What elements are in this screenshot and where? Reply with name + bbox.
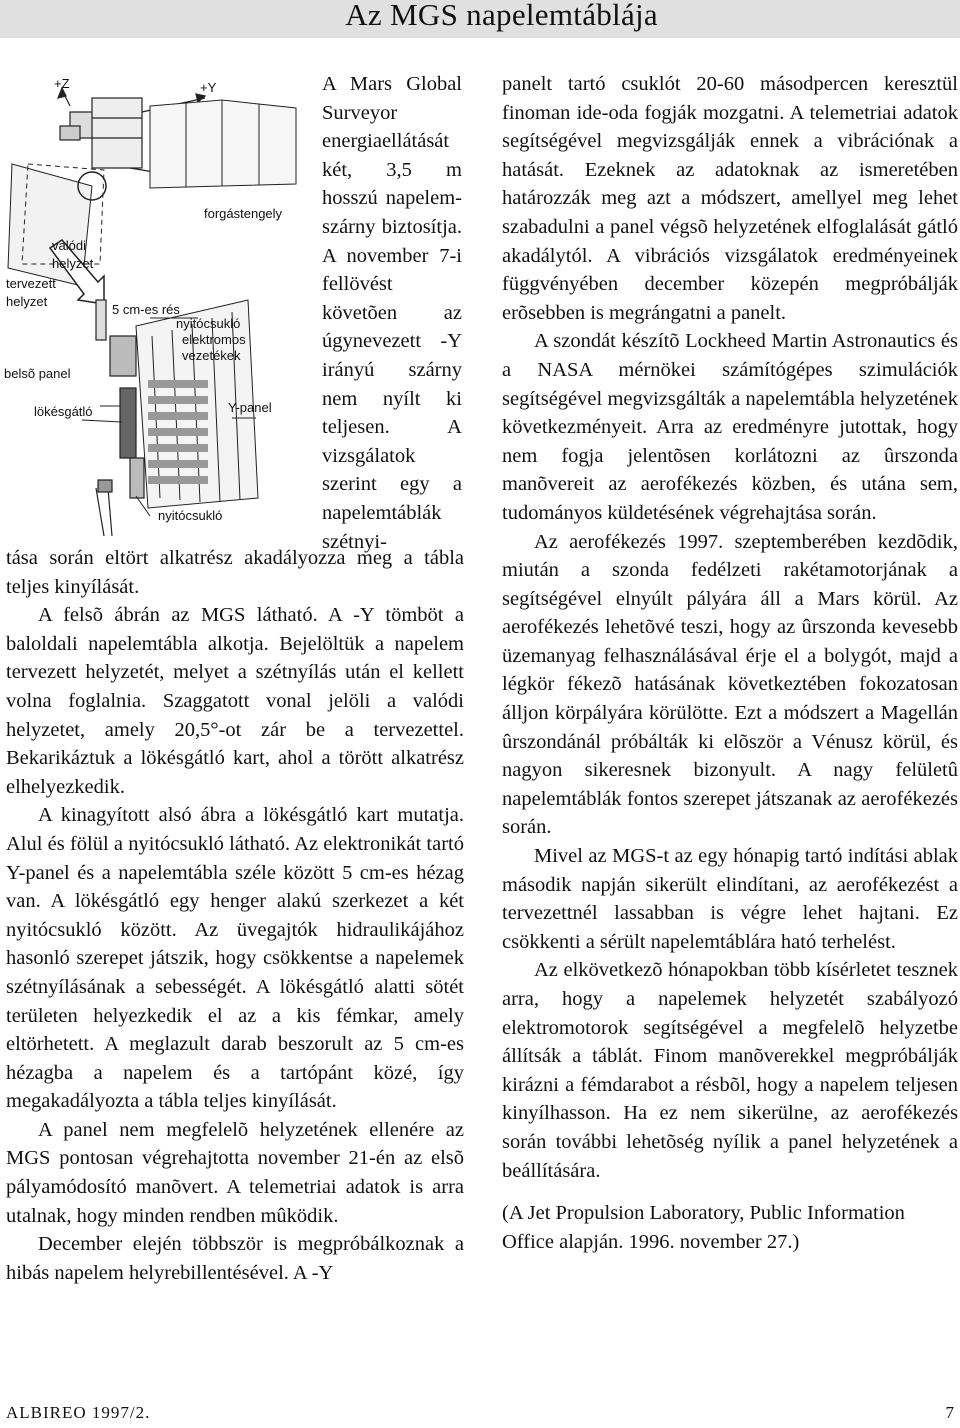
left-paragraph-1: tása során eltört alkatrész akadályozza meg a tábla teljes kinyílását. [6, 547, 464, 598]
page-number: 7 [945, 1403, 954, 1422]
right-paragraph-2: A szondát készítõ Lockheed Martin Astronautics és a NASA mérnökei számítógépes szimulációk segítségével megvizsgálták a napelemtábla helyzetének következményeit. Arra az eredményre jutottak, hogy nem fogja jelentõsen korlátozni az ûrszonda manõvereit az aerofékezés közben, és utána sem, tudományos küldetésének végrehajtása során. [502, 330, 958, 524]
page-title: Az MGS napelemtáblája [345, 0, 658, 32]
right-column [502, 70, 958, 1256]
real-position-label-1: valódi [52, 238, 86, 253]
left-paragraph-3: A kinagyított alsó ábra a lökésgátló kart mutatja. Alul és fölül a nyitócsukló látható. Az elektronikát tartó Y-panel és a napelemtábla széle között 5 cm-es hézag van. A lökésgátló egy henger alakú szerkezet a két nyitócsukló között. Az üvegajtók hidraulikájához hasonló szerepet játszik, hogy csökkentse a napelemek szétnyílásának a sebességét. A lökésgátló alatti sötét területen helyezkedik el az a kis fémkar, amely eltörhetett. A meglazult darab beszorult az 5 cm-es hézagba a napelem és a tartópánt közé, így megakadályozta a tábla teljes kinyílását. [6, 804, 464, 1113]
electric-label-1: elektromos [182, 332, 246, 347]
right-paragraph-5: Az elkövetkezõ hónapokban több kísérletet tesznek arra, hogy a napelemek helyzetét szabályozó elektromotorok segítségével a megfelelõ helyzetbe állítsák a táblát. Finom manõverekkel megpróbálják kirázni a fémdarabot a résbõl, hogy a napelem teljesen kinyílhasson. Ha ez nem sikerülne, az aerofékezés során további lehetõség nyílik a panel helyzetének a beállítására. [502, 959, 958, 1182]
axis-y-label: +Y [200, 80, 217, 95]
electric-label-2: vezetékek [182, 348, 241, 363]
real-position-label-2: helyzet [52, 256, 94, 271]
wrap-text-column [322, 70, 462, 556]
hinge-label-bottom: nyitócsukló [158, 508, 223, 523]
left-column [6, 544, 464, 1287]
damper-label: lökésgátló [34, 404, 93, 419]
gap-label: 5 cm-es rés [112, 302, 180, 317]
left-paragraph-5: December elején többször is megpróbálkoznak a hibás napelem helyrebillentésével. A -Y [6, 1233, 464, 1284]
y-panel-label: Y-panel [228, 400, 272, 415]
axis-labels [54, 76, 217, 95]
axis-z-label: +Z [54, 76, 70, 91]
wrap-paragraph: A Mars Global Surveyor energiaellátását két, 3,5 m hosszú napelem-szárny biztosítja. A november 7-i fellövést követõen az úgynevezett -Y irányú szárny nem nyílt ki teljesen. A vizsgálatok szerint egy a napelemtáblák szétnyi- [322, 73, 462, 553]
mgs-diagram [0, 68, 316, 536]
right-paragraph-1: panelt tartó csuklót 20-60 másodpercen keresztül finoman ide-oda fogják mozgatni. A telemetriai adatok segítségével megvizsgálják ennek a vibrációnak a hatását. Ezeknek az adatoknak az ismeretében határozzák meg azt a módszert, amellyel meg lehet szabadulni a panel végsõ helyzetének elfoglalását gátló akadálytól. A vibrációs vizsgálatok eredményeinek függvényében december közepén megpróbálják erõsebben is megrángatni a panelt. [502, 73, 958, 324]
right-paragraph-3: Az aerofékezés 1997. szeptemberében kezdõdik, miután a szonda fedélzeti rakétamotorjának a segítségével elnyúlt pályára áll a Mars körül. Az aerofékezés lehetõvé teszi, hogy az ûrszonda kevesebb üzemanyag felhasználásával érje el a bolygót, majd a légkör fékezõ hatásának következtében fokozatosan álljon körpályára körülötte. Ezt a módszert a Magellán ûrszondánál próbálták ki elõször a Vénusz körül, és nagyon sikeresnek bizonyult. A nagy felületû napelemtáblák fontos szerepet játszanak az aerofékezés során. [502, 530, 958, 839]
source-reference: (A Jet Propulsion Laboratory, Public Information Office alapján. 1996. november 27.) [502, 1202, 905, 1253]
right-paragraph-4: Mivel az MGS-t az egy hónapig tartó indítási ablak második napján sikerült elindítani, az aerofékezést a tervezettnél lassabban is végre lehet hajtani. Ez csökkenti a sérült napelemtáblára ható terhelést. [502, 845, 958, 953]
journal-footer: ALBIREO 1997/2. [6, 1403, 151, 1422]
planned-position-label-1: tervezett [6, 276, 56, 291]
planned-position-label-2: helyzet [6, 294, 48, 309]
rotation-axis-label: forgástengely [204, 206, 283, 221]
right-solar-panel [150, 100, 296, 188]
inner-panel-label: belsõ panel [4, 366, 71, 381]
hinge-label-top: nyitócsukló [176, 316, 241, 331]
left-paragraph-4: A panel nem megfelelõ helyzetének ellenére az MGS pontosan végrehajtotta november 21-én az elsõ pályamódosító manõvert. A telemetriai adatok is arra utalnak, hogy minden rendben mûködik. [6, 1118, 464, 1227]
title-bar [0, 0, 960, 38]
mgs-figure [0, 68, 316, 536]
left-paragraph-2: A felsõ ábrán az MGS látható. A -Y tömböt a baloldali napelemtábla alkotja. Bejelöltük a napelem tervezett helyzetét, melyet a szétnyílás után el kellett volna foglalnia. Szaggatott vonal jelöli a valódi helyzetet, amely 20,5°-ot zár be a tervezettel. Bekarikáztuk a lökésgátló kart, ahol a törött alkatrész elhelyezkedik. [6, 604, 464, 798]
